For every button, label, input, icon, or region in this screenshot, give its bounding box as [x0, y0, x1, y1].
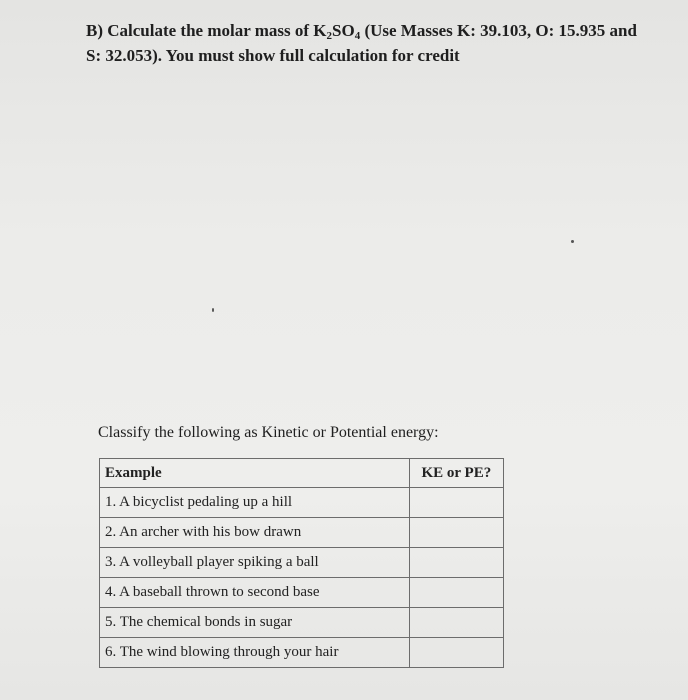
- answer-cell[interactable]: [409, 518, 503, 548]
- molar-mass-question: [86, 18, 656, 68]
- table-row: [100, 518, 504, 548]
- header-ke-or-pe: KE or PE?: [409, 459, 503, 488]
- answer-cell[interactable]: [409, 548, 503, 578]
- energy-classification-table: [99, 458, 504, 668]
- table-row: [100, 548, 504, 578]
- credit-requirement: You must show full calculation for credit: [165, 46, 460, 65]
- example-cell: 2. An archer with his bow drawn: [100, 518, 410, 548]
- table-row: [100, 578, 504, 608]
- answer-cell[interactable]: [409, 638, 503, 668]
- example-cell: 4. A baseball thrown to second base: [100, 578, 410, 608]
- classify-instruction: Classify the following as Kinetic or Potential energy:: [98, 424, 439, 441]
- example-cell: 6. The wind blowing through your hair: [100, 638, 410, 668]
- paper-speck: [212, 308, 214, 312]
- table-row: [100, 608, 504, 638]
- example-cell: 3. A volleyball player spiking a ball: [100, 548, 410, 578]
- header-example: Example: [100, 459, 410, 488]
- answer-cell[interactable]: [409, 608, 503, 638]
- answer-cell[interactable]: [409, 488, 503, 518]
- answer-cell[interactable]: [409, 578, 503, 608]
- table-row: [100, 638, 504, 668]
- table-row: [100, 488, 504, 518]
- question-text: B) Calculate the molar mass of $K_2SO_4$ (Use Masses K: 39.103, O: 15.935 and S: 32.053).: [86, 21, 637, 65]
- table-header-row: [100, 459, 504, 488]
- example-cell: 1. A bicyclist pedaling up a hill: [100, 488, 410, 518]
- example-cell: 5. The chemical bonds in sugar: [100, 608, 410, 638]
- paper-speck: [571, 240, 574, 243]
